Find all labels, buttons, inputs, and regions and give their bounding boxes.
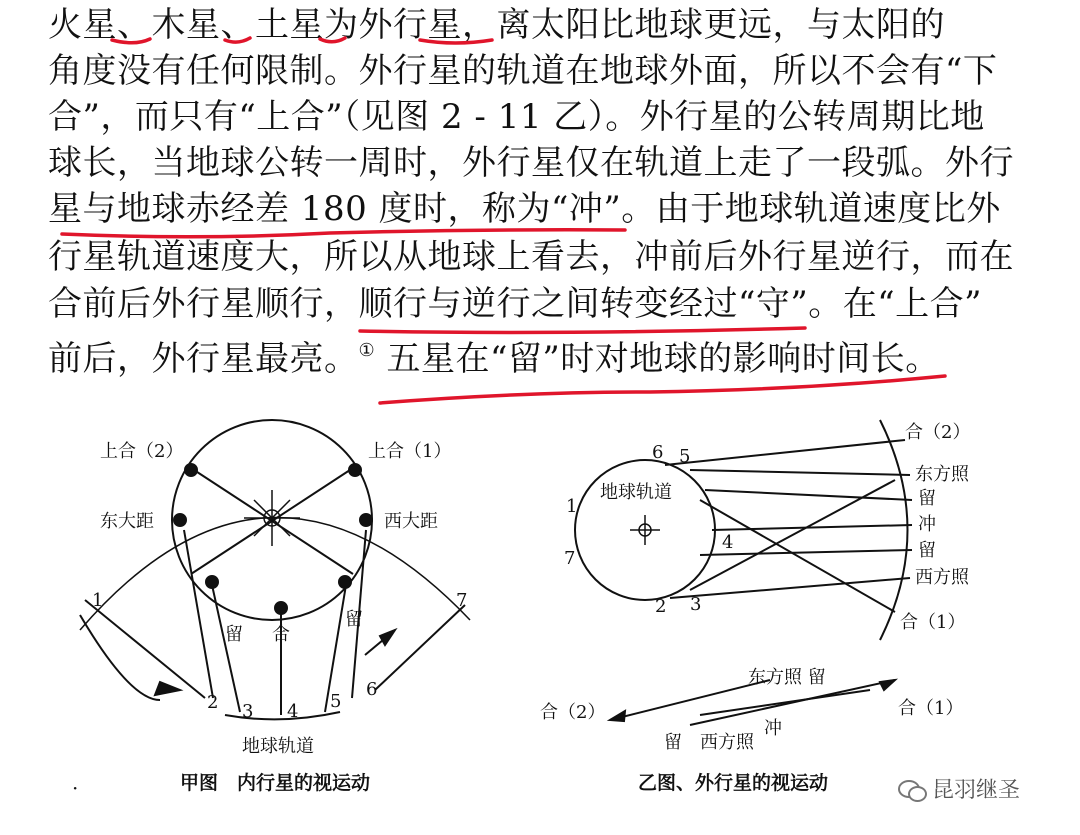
wechat-icon [898, 778, 926, 800]
figure-right [575, 420, 912, 725]
label-east-quad: 东方照 [915, 464, 969, 485]
label-station-1: 留 [918, 488, 936, 509]
sun-icon-right [630, 515, 660, 545]
r-num-6: 6 [652, 442, 664, 463]
r-line-8 [690, 480, 895, 590]
label-station-right: 留 [345, 609, 363, 630]
label-upper-conj-1: 上合（1） [368, 441, 452, 462]
r-num-4: 4 [722, 532, 734, 553]
label-earth-orbit: 地球轨道 [242, 736, 314, 757]
planet-dot-right [360, 514, 372, 526]
r-num-2: 2 [655, 596, 667, 617]
planet-dot-lower-right [339, 576, 351, 588]
label-earth-orbit-right: 地球轨道 [600, 482, 672, 503]
num-5: 5 [330, 691, 342, 712]
watermark [898, 773, 1020, 804]
arrowhead-right [380, 630, 395, 645]
bullet-dot: · [72, 776, 79, 800]
planet-dot-lower-left [206, 576, 218, 588]
earth-orbit-arc [80, 517, 470, 630]
text-line-1: 火星、木星、土星为外行星，离太阳比地球更远，与太阳的 [48, 5, 945, 45]
label-opposition: 冲 [918, 514, 936, 535]
text-line-8-a: 前后，外行星最亮。 [48, 339, 359, 379]
label-conj-1: 合（1） [900, 612, 966, 633]
watermark-text: 昆羽继圣 [932, 778, 1021, 803]
text-line-4: 球长，当地球公转一周时，外行星仅在轨道上走了一段弧。外行 [48, 143, 1014, 183]
footnote-mark: ① [358, 340, 376, 361]
caption-left: 甲图 内行星的视运动 [180, 772, 371, 794]
label-station-2: 留 [918, 540, 936, 561]
label-west-elong: 西大距 [384, 511, 438, 532]
motion-arrowhead-left [610, 711, 625, 721]
label-conj-2: 合（2） [905, 422, 971, 443]
sightline-7 [375, 605, 465, 690]
label-west-quad: 西方照 [915, 567, 969, 588]
label-upper-conj-2: 上合（2） [100, 441, 184, 462]
caption-right: 乙图、外行星的视运动 [638, 772, 829, 794]
r-line-1 [665, 440, 905, 465]
motion-arrowhead-right [880, 680, 895, 690]
num-2: 2 [207, 692, 219, 713]
figure-left [80, 420, 470, 719]
arrow-label-opposition: 冲 [764, 718, 782, 739]
num-1: 1 [92, 590, 104, 611]
label-conj: 合 [272, 624, 290, 645]
planet-dot-bottom [275, 602, 287, 614]
r-num-7: 7 [564, 548, 576, 569]
planet-dot-upper-left [185, 464, 197, 476]
sun-icon [244, 490, 300, 546]
num-7: 7 [456, 590, 468, 611]
figure-left-labels [92, 441, 467, 757]
sightline-2 [184, 530, 213, 698]
text-line-7: 合前后外行星顺行，顺行与逆行之间转变经过“守”。在“上合” [48, 284, 983, 324]
arrow-label-east-quad-station: 东方照 留 [748, 667, 826, 688]
num-6: 6 [366, 679, 378, 700]
label-station-left: 留 [225, 624, 243, 645]
arrow-label-conj-2: 合（2） [540, 702, 606, 723]
num-3: 3 [242, 701, 254, 722]
r-line-2 [690, 470, 910, 475]
num-4: 4 [287, 701, 299, 722]
r-line-4 [712, 525, 912, 530]
motion-line-top [610, 680, 770, 720]
r-num-3: 3 [690, 594, 702, 615]
arrow-label-station-west-quad: 留 西方照 [664, 732, 754, 753]
text-line-8-b: 五星在“留”时对地球的影响时间长。 [375, 339, 940, 379]
r-line-7 [700, 500, 895, 612]
text-line-2: 角度没有任何限制。外行星的轨道在地球外面，所以不会有“下 [48, 51, 998, 91]
text-line-6: 行星轨道速度大，所以从地球上看去，冲前后外行星逆行，而在 [48, 237, 1014, 277]
planet-dot-left [174, 514, 186, 526]
text-line-5: 星与地球赤经差 180 度时，称为“冲”。由于地球轨道速度比外 [48, 189, 1001, 229]
label-east-elong: 东大距 [100, 511, 154, 532]
sightline-1 [85, 600, 205, 698]
arrow-label-conj-1: 合（1） [898, 698, 964, 719]
planet-orbit-arc [880, 420, 908, 640]
r-num-5: 5 [679, 446, 691, 467]
planet-dot-upper-right [349, 464, 361, 476]
r-num-1: 1 [566, 496, 578, 517]
motion-line-low [700, 690, 870, 715]
arrowhead-left [155, 682, 180, 695]
r-line-3 [705, 490, 912, 500]
text-line-3: 合”，而只有“上合”（见图 2 - 11 乙）。外行星的公转周期比地 [48, 97, 985, 137]
